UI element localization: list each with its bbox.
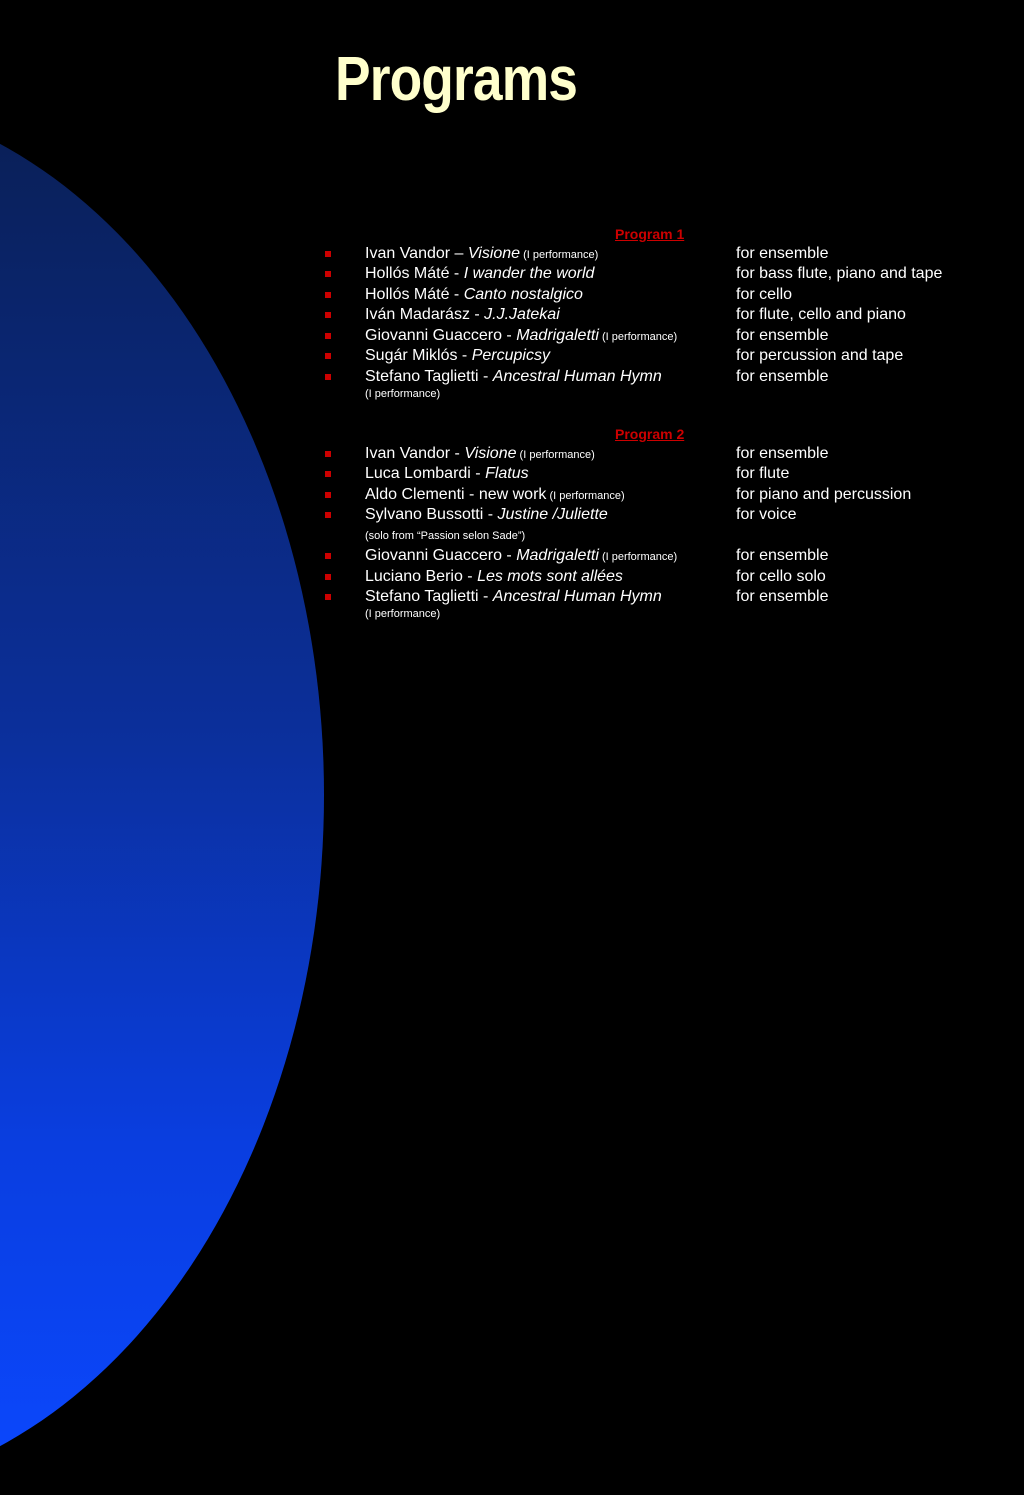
- composer: Stefano Taglietti -: [365, 588, 493, 605]
- work-name: Ancestral Human Hymn: [492, 588, 662, 605]
- instrumentation: for flute: [736, 465, 790, 482]
- bullet-icon: [325, 553, 331, 559]
- program-2-item-5: [0, 546, 1024, 566]
- work-title: [365, 285, 583, 305]
- work-title: [365, 485, 625, 506]
- work-title: [365, 264, 594, 284]
- bullet-icon: [325, 492, 331, 498]
- program-1-item-5: [0, 326, 1024, 346]
- performance-note: (I performance): [598, 331, 678, 343]
- work-name: I wander the world: [463, 265, 595, 282]
- bullet-icon: [325, 574, 331, 580]
- composer: Hollós Máté -: [365, 286, 464, 303]
- bullet-icon: [325, 292, 331, 298]
- slide-title: Programs: [335, 45, 578, 114]
- bullet-icon: [325, 271, 331, 277]
- performance-note: (I performance): [598, 551, 678, 563]
- work-name: Canto nostalgico: [463, 286, 583, 303]
- work-name: Visione: [464, 445, 517, 462]
- instrumentation: for ensemble: [736, 368, 829, 385]
- program-2-item-4: [0, 505, 1024, 525]
- instrumentation: for percussion and tape: [736, 347, 904, 364]
- program-2-item-2: [0, 464, 1024, 484]
- bullet-icon: [325, 471, 331, 477]
- composer: Sugár Miklós -: [365, 347, 472, 364]
- instrumentation: for ensemble: [736, 588, 829, 605]
- work-title: [365, 244, 598, 265]
- work-name: Visione: [467, 245, 521, 262]
- program-2-item-7-subnote: (I performance): [365, 608, 441, 620]
- bullet-icon: [325, 312, 331, 318]
- work-title: [365, 305, 560, 325]
- bullet-icon: [325, 594, 331, 600]
- bullet-icon: [325, 333, 331, 339]
- bullet-icon: [325, 451, 331, 457]
- composer: Luca Lombardi -: [365, 465, 486, 482]
- work-title: [365, 587, 662, 607]
- instrumentation: for piano and percussion: [736, 486, 912, 503]
- instrumentation: for ensemble: [736, 327, 829, 344]
- program-1-item-7-subnote: (I performance): [365, 388, 441, 400]
- composer: Hollós Máté -: [365, 265, 464, 282]
- composer: Sylvano Bussotti -: [365, 506, 498, 523]
- work-name: Madrigaletti: [516, 327, 599, 344]
- program-1-item-2: [0, 264, 1024, 284]
- composer: Ivan Vandor -: [365, 445, 465, 462]
- instrumentation: for ensemble: [736, 547, 829, 564]
- composer: Iván Madarász -: [365, 306, 485, 323]
- performance-note: (I performance): [520, 249, 599, 261]
- work-title: [365, 326, 677, 347]
- bullet-icon: [325, 353, 331, 359]
- work-name: Justine /Juliette: [497, 506, 608, 523]
- program-2-item-6: [0, 567, 1024, 587]
- performance-note: (I performance): [546, 490, 625, 502]
- work-name: Madrigaletti: [516, 547, 599, 564]
- work-title: [365, 567, 623, 587]
- instrumentation: for ensemble: [736, 445, 829, 462]
- program-1-item-6: [0, 346, 1024, 366]
- work-name: Les mots sont allées: [477, 568, 623, 585]
- work-title: [365, 505, 608, 525]
- composer: Aldo Clementi - new work: [365, 486, 547, 503]
- work-title: [365, 464, 529, 484]
- program-1-item-3: [0, 285, 1024, 305]
- work-title: [365, 444, 595, 465]
- program-2-item-1: [0, 444, 1024, 464]
- work-title: [365, 367, 662, 387]
- instrumentation: for voice: [736, 506, 797, 523]
- program-1-heading: Program 1: [615, 226, 685, 242]
- program-2-item-3: [0, 485, 1024, 505]
- work-name: J.J.Jatekai: [484, 306, 560, 323]
- program-1-item-7: [0, 367, 1024, 387]
- instrumentation: for flute, cello and piano: [736, 306, 906, 323]
- instrumentation: for bass flute, piano and tape: [736, 265, 943, 282]
- program-2-heading: Program 2: [615, 426, 685, 442]
- bullet-icon: [325, 374, 331, 380]
- program-2-item-4-subnote: (solo from “Passion selon Sade”): [365, 530, 526, 542]
- composer: Stefano Taglietti -: [365, 368, 493, 385]
- work-name: Percupicsy: [471, 347, 550, 364]
- work-title: [365, 546, 677, 567]
- work-title: [365, 346, 550, 366]
- composer: Giovanni Guaccero -: [365, 547, 517, 564]
- composer: Giovanni Guaccero -: [365, 327, 517, 344]
- instrumentation: for cello: [736, 286, 793, 303]
- work-name: Flatus: [485, 465, 529, 482]
- performance-note: (I performance): [516, 449, 595, 461]
- composer: Luciano Berio -: [365, 568, 478, 585]
- program-2-item-7: [0, 587, 1024, 607]
- bullet-icon: [325, 251, 331, 257]
- bullet-icon: [325, 512, 331, 518]
- program-1-item-1: [0, 244, 1024, 264]
- instrumentation: for cello solo: [736, 568, 826, 585]
- instrumentation: for ensemble: [736, 245, 829, 262]
- composer: Ivan Vandor –: [365, 245, 468, 262]
- work-name: Ancestral Human Hymn: [492, 368, 662, 385]
- program-1-item-4: [0, 305, 1024, 325]
